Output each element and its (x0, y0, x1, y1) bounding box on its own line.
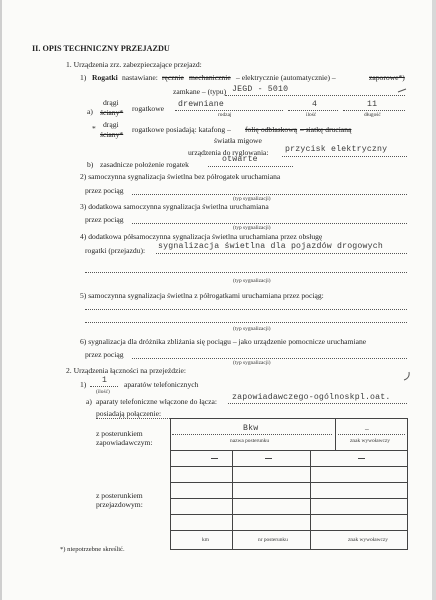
opt-zaporowe: zaporowe*) (369, 73, 405, 82)
rogatkowe-word: rogatkowe (132, 104, 165, 113)
s2-heading: 2. Urządzenia łączności na przejeździe: (66, 366, 186, 375)
wlaczone-label: aparaty telefoniczne włączone do łącza: (96, 397, 218, 406)
s1-b-label: b) (87, 160, 94, 169)
asterisk: * (92, 124, 96, 133)
s2-r1-label: 1) (80, 380, 87, 389)
col-km: km (202, 537, 209, 543)
r5-typ: (typ sygnalizacji) (233, 326, 271, 332)
rodzaj-caption: rodzaj (218, 112, 232, 118)
col-nr-posterunku: nr posterunku (258, 537, 288, 543)
r6-typ: (typ sygnalizacji) (233, 360, 271, 366)
col-nazwa-posterunku: nazwa posterunku (230, 438, 270, 444)
ryglowania-label: urządzenia do ryglowania: (188, 148, 269, 157)
s1-r4a: 4) dodatkowa półsamoczynna sygnalizacja świetlna uruchamiana przez obsługę (80, 232, 323, 241)
s1-a-label: a) (87, 107, 93, 116)
opt-siatka: – siatkę drucianą (300, 125, 352, 134)
sciany-1: ściany* (100, 108, 124, 117)
opt-reczne: ręcznie (162, 73, 184, 82)
zasadnicze-value: otwarte (222, 155, 258, 164)
r3-typ: (typ sygnalizacji) (233, 225, 271, 231)
r3-przez-pociag: przez pociąg (85, 215, 124, 224)
r2-przez-pociag: przez pociąg (85, 186, 124, 195)
wlaczone-value: zapowiadawczego-ogólnoskpl.oat. (232, 393, 391, 402)
s1-r2: 2) samoczynna sygnalizacja świetlna bez półrogatek uruchamiana (80, 172, 281, 181)
dlugosc-value: 11 (367, 100, 378, 109)
s2-a-label: a) (86, 397, 92, 406)
zamkane-label: zamkane – (typu) (173, 87, 227, 96)
s1-r5: 5) samoczynna sygnalizacja świetlna z półrogatkami uruchamiana przez pociąg: (80, 291, 324, 300)
zapow-label-1: z posterunkiem (96, 429, 143, 438)
rogatki-nastawiane: nastawiane: (122, 73, 158, 82)
s1-r6a: 6) sygnalizacja dla dróżnika zbliżania się pociągu – jako urządzenie pomocnicze uruchamiane (80, 337, 367, 346)
posiadaja-polaczenie: posiadają połączenie: (96, 409, 162, 418)
s1-heading: 1. Urządzenia zrz. zabezpieczające przejazd: (66, 60, 202, 69)
opt-elektrycznie: – elektrycznie (automatycznie) – (236, 73, 336, 82)
opt-mechanicznie: mechanicznie (189, 73, 231, 82)
r4b-value: sygnalizacja świetlna dla pojazdów drogowych (158, 242, 383, 251)
col-znak-wywolawczy-2: znak wywoławczy (348, 537, 388, 543)
ryglowania-value: przycisk elektryczny (285, 145, 388, 154)
opt-folia: folię odblaskową (245, 125, 298, 134)
dragi-2: drągi (103, 120, 119, 129)
swiatla-migowe: światła migowe (214, 136, 262, 145)
aparat-text: aparatów telefonicznych (124, 380, 199, 389)
aparat-count: 1 (102, 376, 108, 385)
r2-typ: (typ sygnalizacji) (233, 196, 271, 202)
ilosc-value: 4 (312, 100, 318, 109)
aparat-ilosc-caption: (ilość) (96, 389, 110, 395)
zapow-znak-dash: – (365, 424, 369, 433)
dragi-1: drągi (103, 98, 119, 107)
rogatki-label: Rogatki (92, 73, 118, 82)
dlugosc-caption: długość (364, 112, 381, 118)
posiadaja-text: rogatkowe posiadają: katafong – (132, 125, 231, 134)
zamkane-value: JEGD - 5010 (232, 85, 289, 94)
s1-r1-label: 1) (80, 73, 87, 82)
rodzaj-value: drewniane (178, 100, 225, 109)
zapow-label-2: zapowiadawczym: (96, 438, 153, 447)
footnote: *) niepotrzebne skreślić. (60, 546, 125, 553)
przejazd-label-2: przejazdowym: (96, 500, 143, 509)
section-title: II. OPIS TECHNICZNY PRZEJAZDU (32, 44, 170, 53)
s1-r3: 3) dodatkowa samoczynna sygnalizacja świetlna uruchamiana (80, 202, 269, 211)
zasadnicze-label: zasadnicze położenie rogatek (100, 160, 189, 169)
r4b-label: rogatki (przejazdu): (85, 246, 146, 255)
r6-przez-pociag: przez pociąg (85, 350, 124, 359)
ilosc-caption: ilość (306, 112, 317, 118)
przejazd-label-1: z posterunkiem (96, 491, 143, 500)
sciany-2: ściany* (100, 130, 124, 139)
col-znak-wywolawczy: znak wywoławczy (350, 438, 390, 444)
r4-typ: (typ sygnalizacji) (233, 278, 271, 284)
zapow-value: Bkw (243, 424, 259, 433)
